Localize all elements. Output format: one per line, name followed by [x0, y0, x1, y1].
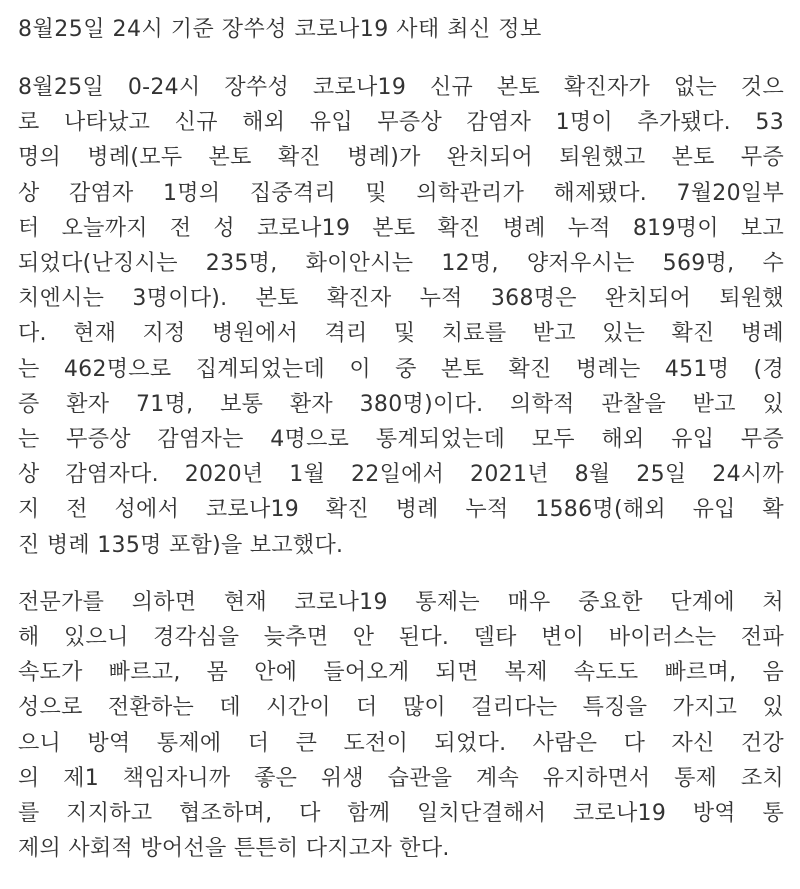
text-line: 으니 방역 통제에 더 큰 도전이 되었다. 사람은 다 자신 건강 — [18, 730, 784, 756]
text-line: 전문가를 의하면 현재 코로나19 통제는 매우 중요한 단계에 처 — [18, 589, 784, 615]
text-line: 제의 사회적 방어선을 튼튼히 다지고자 한다. — [18, 836, 450, 862]
text-line: 치엔시는 3명이다). 본토 확진자 누적 368명은 완치되어 퇴원했 — [18, 286, 784, 312]
text-line: 상 감염자다. 2020년 1월 22일에서 2021년 8월 25일 24시까 — [18, 462, 784, 488]
text-line: 되었다(난징시는 235명, 화이안시는 12명, 양저우시는 569명, 수 — [18, 251, 784, 277]
text-line: 성으로 전환하는 데 시간이 더 많이 걸리다는 특징을 가지고 있 — [18, 695, 784, 721]
text-line: 진 병례 135명 포함)을 보고했다. — [18, 532, 344, 558]
article — [18, 12, 784, 866]
text-line: 8월25일 0-24시 장쑤성 코로나19 신규 본토 확진자가 없는 것으 — [18, 75, 784, 100]
text-line: 상 감염자 1명의 집중격리 및 의학관리가 해제됐다. 7월20일부 — [18, 180, 784, 206]
text-line: 의 제1 책임자니까 좋은 위생 습관을 계속 유지하면서 통제 조치 — [18, 765, 784, 791]
paragraph-expert-advice — [18, 585, 784, 867]
text-line: 는 무증상 감염자는 4명으로 통계되었는데 모두 해외 유입 무증 — [18, 427, 784, 453]
text-line: 속도가 빠르고, 몸 안에 들어오게 되면 복제 속도도 빠르며, 음 — [18, 660, 784, 686]
article-title: 8월25일 24시 기준 장쑤성 코로나19 사태 최신 정보 — [18, 17, 542, 42]
paragraph-status-report — [18, 70, 784, 563]
text-line: 를 지지하고 협조하며, 다 함께 일치단결해서 코로나19 방역 통 — [18, 801, 784, 827]
text-line: 다. 현재 지정 병원에서 격리 및 치료를 받고 있는 확진 병례 — [18, 321, 784, 347]
text-line: 로 나타났고 신규 해외 유입 무증상 감염자 1명이 추가됐다. 53 — [18, 110, 784, 136]
text-line: 지 전 성에서 코로나19 확진 병례 누적 1586명(해외 유입 확 — [18, 497, 784, 523]
text-line: 증 환자 71명, 보통 환자 380명)이다. 의학적 관찰을 받고 있 — [18, 391, 784, 417]
text-line: 해 있으니 경각심을 늦추면 안 된다. 델타 변이 바이러스는 전파 — [18, 625, 784, 651]
text-line: 명의 병례(모두 본토 확진 병례)가 완치되어 퇴원했고 본토 무증 — [18, 145, 784, 171]
text-line: 터 오늘까지 전 성 코로나19 본토 확진 병례 누적 819명이 보고 — [18, 215, 784, 241]
text-line: 는 462명으로 집계되었는데 이 중 본토 확진 병례는 451명 (경 — [18, 356, 784, 382]
